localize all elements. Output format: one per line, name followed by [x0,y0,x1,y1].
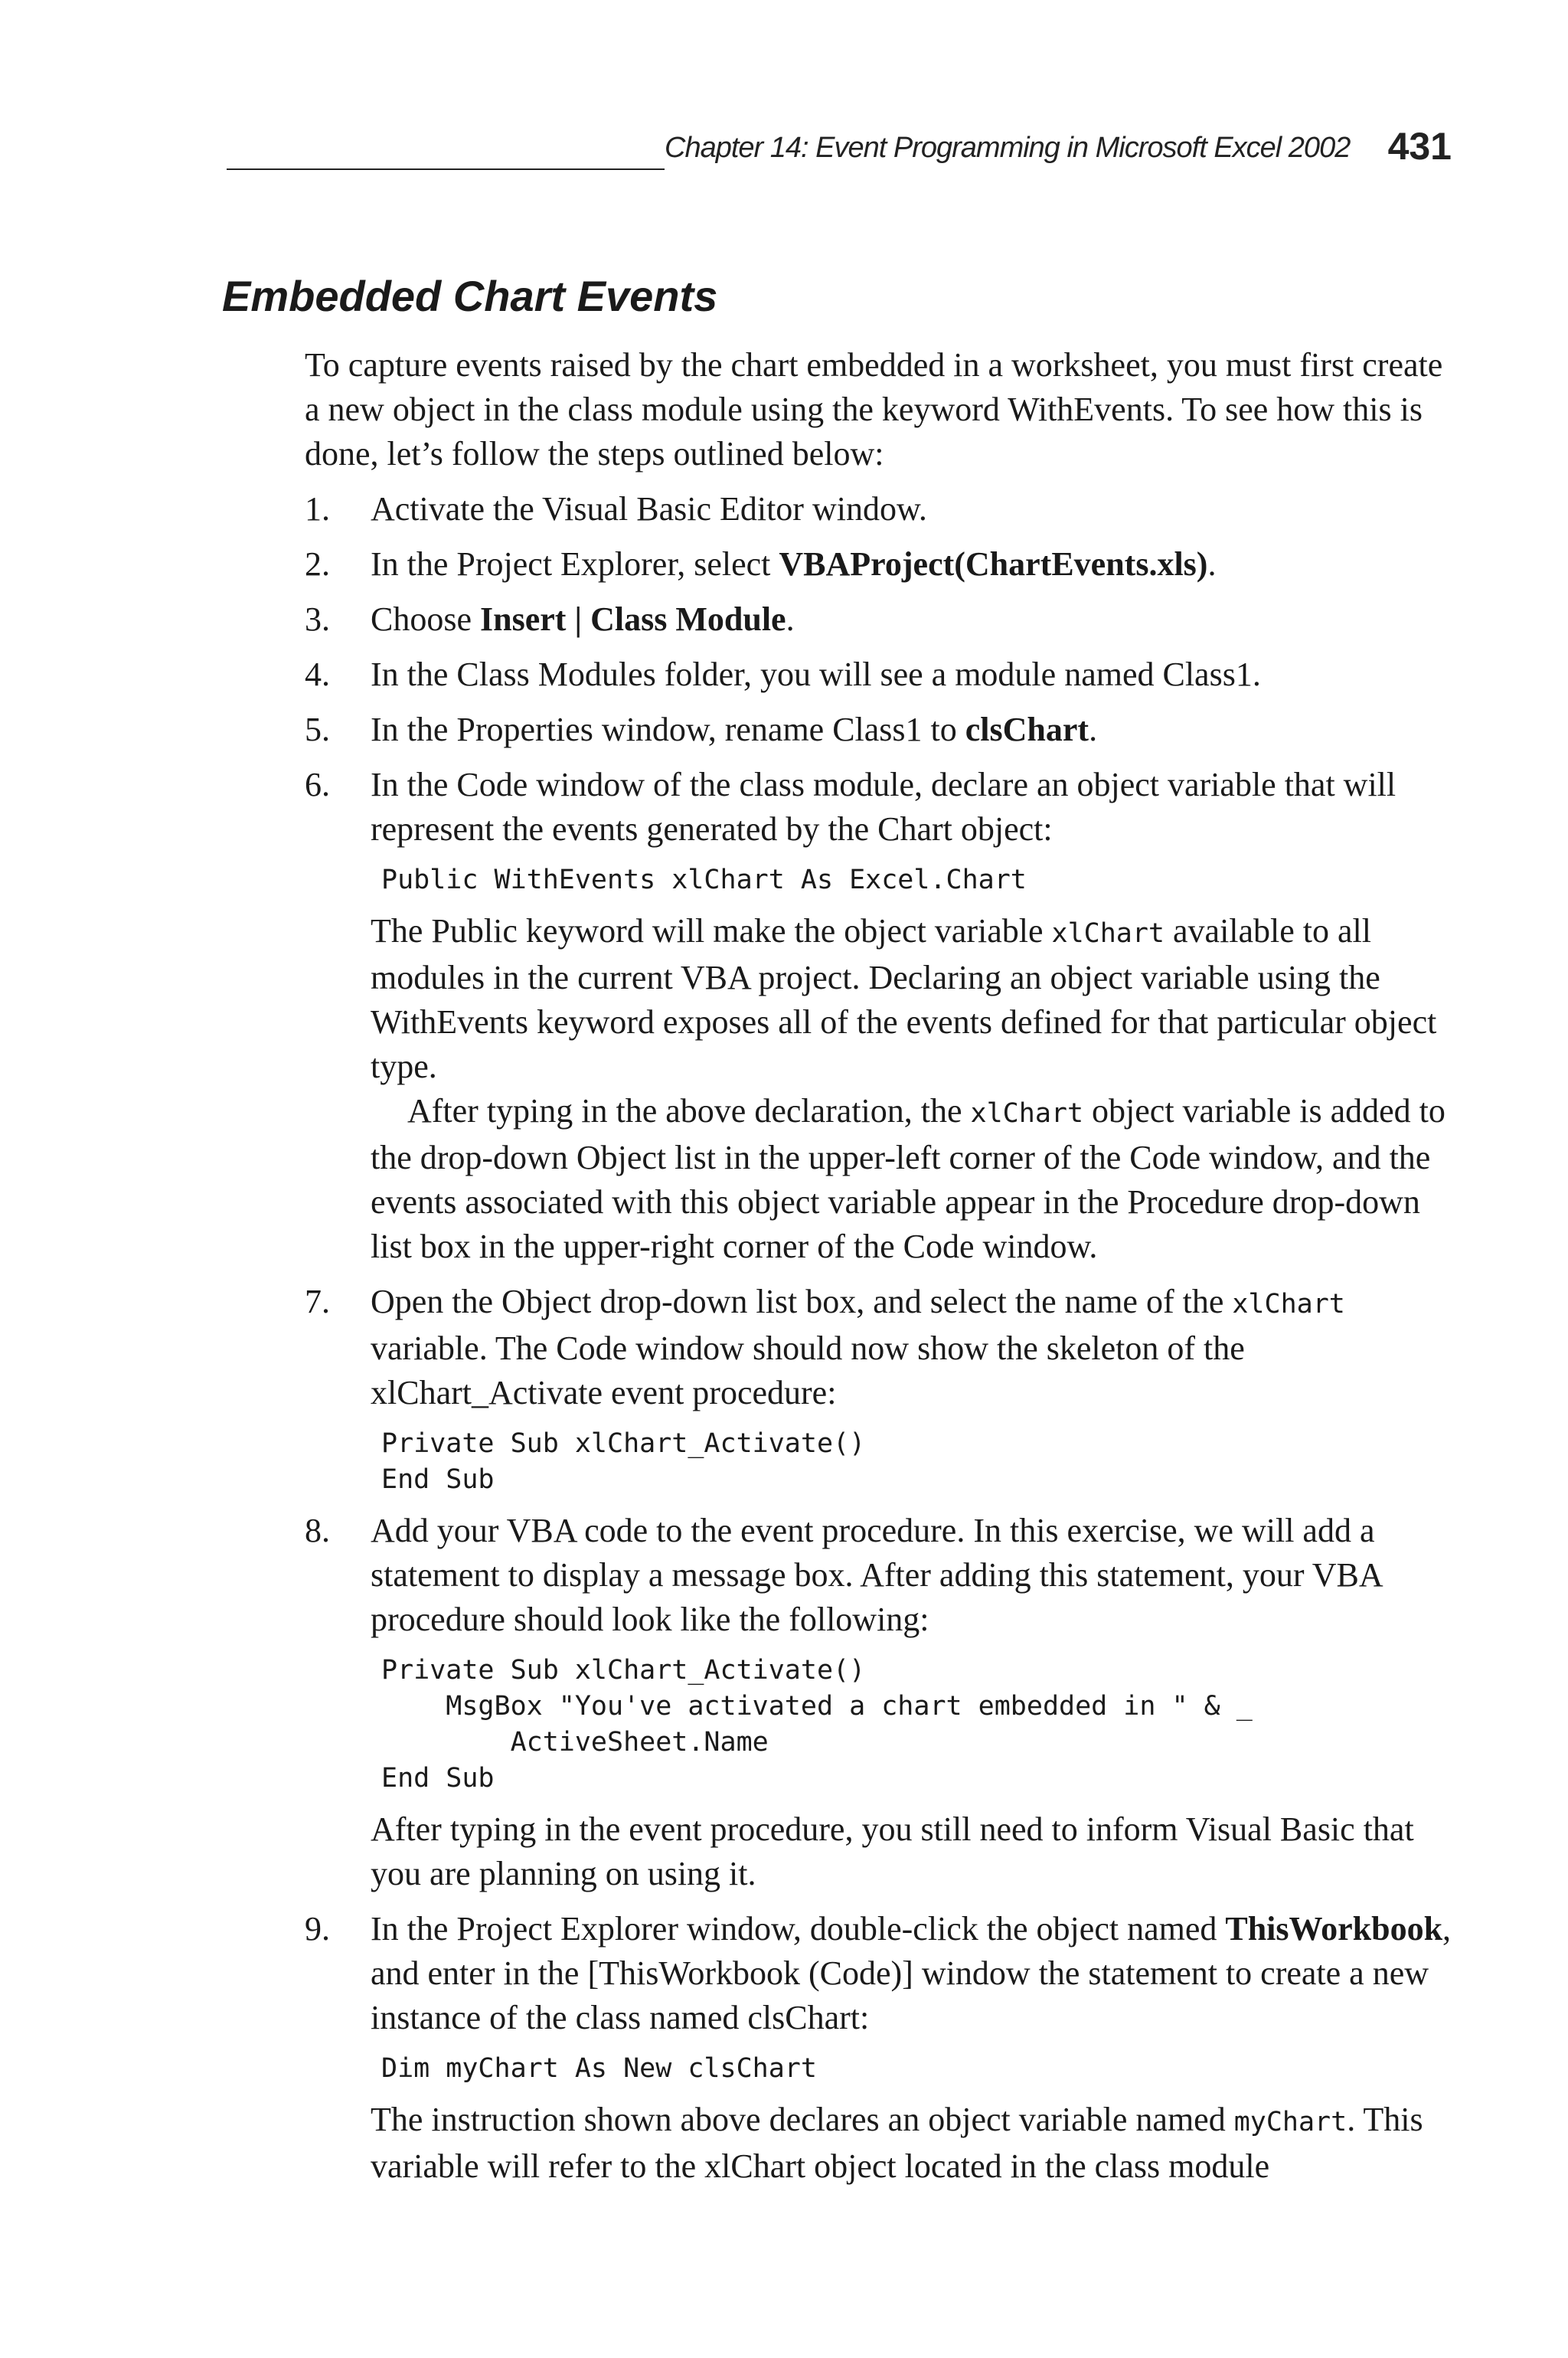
step-number: 9. [305,1910,330,1948]
step-5 [305,708,1453,752]
intro-paragraph: To capture events raised by the chart embedded in a worksheet, you must first create a new object in the class module using the keyword WithEvents. To see how this is done, let’s follow the steps outlined below: [305,346,1443,473]
step-number: 8. [305,1512,330,1549]
step-9 [305,1907,1453,2189]
body-column [305,343,1453,2199]
code-block: Public WithEvents xlChart As Excel.Chart [381,865,1027,895]
step-2 [305,542,1453,587]
step-3 [305,597,1453,642]
explanation-paragraph: After typing in the above declaration, the xlChart object variable is added to the drop-down Object list in the upper-left corner of the Code window, and the events associated with this object variable appear in the Procedure drop-down list box in the upper-right corner of the Code window. [371,1092,1446,1265]
step-4 [305,652,1453,697]
header-rule [227,168,665,170]
step-text: In the Code window of the class module, declare an object variable that will represent the events generated by the Chart object: [371,766,1396,848]
explanation-paragraph: The Public keyword will make the object variable xlChart available to all modules in the current VBA project. Declaring an object variable using the WithEvents keyword exposes all of the events defined for that particular object type. [371,912,1437,1085]
step-text: In the Properties window, rename Class1 to clsChart. [371,711,1098,748]
step-number: 4. [305,656,330,693]
inline-code: myChart [1233,2107,1348,2137]
chapter-title: Chapter 14: Event Programming in Microsoft Excel 2002 [665,132,1351,164]
step-text: In the Class Modules folder, you will see a module named Class1. [371,656,1261,693]
step-text: Add your VBA code to the event procedure. In this exercise, we will add a statement to display a message box. After adding this statement, your VBA procedure should look like the following: [371,1512,1382,1638]
step-number: 5. [305,711,330,748]
inline-code: xlChart [1051,918,1165,949]
step-number: 6. [305,766,330,803]
step-7 [305,1280,1453,1498]
bold-term: clsChart [965,711,1089,748]
step-number: 1. [305,490,330,528]
code-block: Private Sub xlChart_Activate() End Sub [381,1428,866,1495]
step-text: Activate the Visual Basic Editor window. [371,490,927,528]
step-number: 3. [305,600,330,638]
bold-term: VBAProject(ChartEvents.xls) [779,545,1208,583]
bold-term: ThisWorkbook [1225,1910,1443,1948]
explanation-paragraph: After typing in the event procedure, you still need to inform Visual Basic that you are planning on using it. [371,1810,1414,1892]
running-header [227,125,1452,178]
step-number: 7. [305,1283,330,1320]
step-6 [305,763,1453,1269]
step-text: Open the Object drop-down list box, and select the name of the xlChart variable. The Code window should now show the skeleton of the xlChart_Activate event procedure: [371,1283,1345,1411]
inline-code: xlChart [1232,1289,1345,1320]
code-block: Private Sub xlChart_Activate() MsgBox "You've activated a chart embedded in " & _ ActiveSheet.Name End Sub [381,1655,1253,1794]
step-text: In the Project Explorer, select VBAProject(ChartEvents.xls). [371,545,1217,583]
inline-code: xlChart [970,1098,1084,1129]
step-8 [305,1509,1453,1896]
bold-term: Insert | Class Module [480,600,786,638]
step-number: 2. [305,545,330,583]
code-block: Dim myChart As New clsChart [381,2053,817,2084]
page-number: 431 [1387,125,1452,168]
section-heading: Embedded Chart Events [222,272,718,320]
step-text: Choose Insert | Class Module. [371,600,795,638]
step-text: In the Project Explorer window, double-click the object named ThisWorkbook, and enter in the [ThisWorkbook (Code)] window the statement to create a new instance of the class named clsChart: [371,1910,1452,2036]
explanation-paragraph: The instruction shown above declares an object variable named myChart. This variable will refer to the xlChart object located in the class module [371,2101,1423,2185]
step-1 [305,487,1453,531]
steps-list [305,487,1453,2189]
